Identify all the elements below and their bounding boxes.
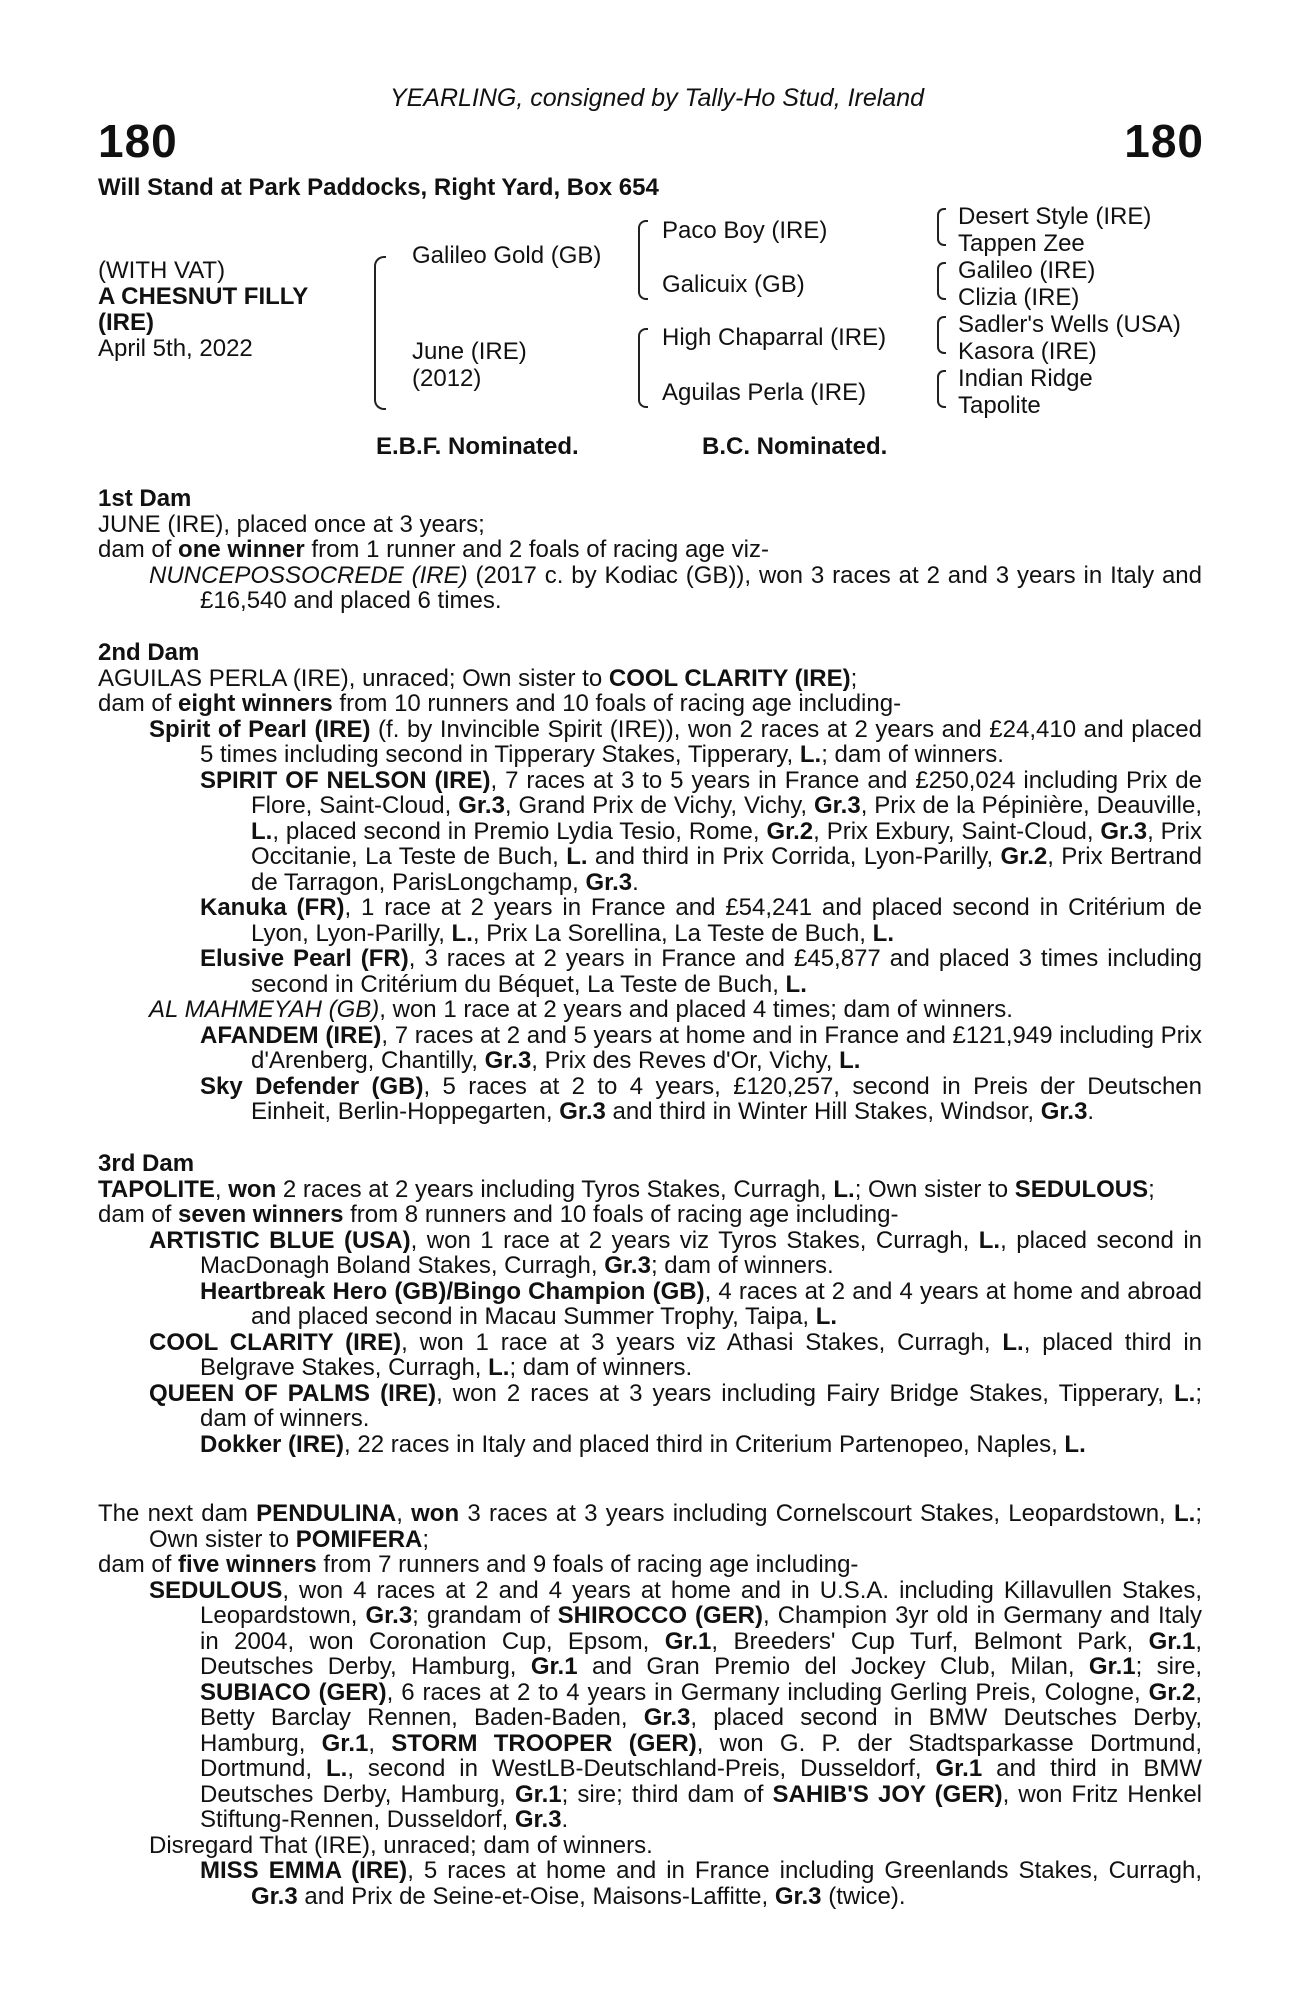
ebf-nomination: E.B.F. Nominated. [376,433,579,460]
third-dam-progeny-5: Dokker (IRE), 22 races in Italy and placed third in Criterium Partenopeo, Naples, L. [200,1430,1086,1458]
next-dam-progeny-1: SEDULOUS, won 4 races at 2 and 4 years at home and in U.S.A. including Killavullen Stakes, Leopardstown, Gr.3; grandam of SHIROCCO (GER), Champion 3yr old in Germany and Italy in 2004, won Coronation Cup, Epsom, Gr.1, Breeders' Cup Turf, Belmont Park, Gr.1, Deutsches Derby, Hamburg, Gr.1 and Gran Premio del Jockey Club, Milan, Gr.1; sire, SUBIACO (GER), 6 races at 2 to 4 years in Germany including Gerling Preis, Cologne, Gr.2, Betty Barclay Rennen, Baden-Baden, Gr.3, placed second in BMW Deutsches Derby, Hamburg, Gr.1, STORM TROOPER (GER), won G. P. der Stadtsparkasse Dortmund, Dortmund, L., second in WestLB-Deutschland-Preis, Dusseldorf, Gr.1 and third in BMW Deutsches Derby, Hamburg, Gr.1; sire; third dam of SAHIB'S JOY (GER), won Fritz Henkel Stiftung-Rennen, Dusseldorf, Gr.3. [149,1576,1203,1833]
horse-name-line1: A CHESNUT FILLY [98,283,309,310]
horse-name-line2: (IRE) [98,309,154,336]
first-dam-section [98,486,1202,614]
first-dam-progeny-1: NUNCEPOSSOCREDE (IRE) (2017 c. by Kodiac (GB)), won 3 races at 2 and 3 years in Italy and £16,540 and placed 6 times. [149,561,1203,614]
gg-brace-1 [937,208,946,246]
gg-8: Tapolite [958,392,1041,419]
first-dam-line2: dam of one winner from 1 runner and 2 foals of racing age viz- [98,536,769,563]
second-dam-progeny-5: AL MAHMEYAH (GB), won 1 race at 2 years and placed 4 times; dam of winners. [149,996,1013,1023]
gg-brace-2 [937,262,946,300]
vat-note: (WITH VAT) [98,257,226,284]
first-dam-line1: JUNE (IRE), placed once at 3 years; [98,510,485,538]
second-dam-progeny-2: SPIRIT OF NELSON (IRE), 7 races at 3 to 5 years in France and £250,024 including Prix de Flore, Saint-Cloud, Gr.3, Grand Prix de Vichy, Vichy, Gr.3, Prix de la Pépinière, Deauville, L., placed second in Premio Lydia Tesio, Rome, Gr.2, Prix Exbury, Saint-Cloud, Gr.3, Prix Occitanie, La Teste de Buch, L. and third in Prix Corrida, Lyon-Parilly, Gr.2, Prix Bertrand de Tarragon, ParisLongchamp, Gr.3. [200,766,1203,896]
second-dam-progeny-3: Kanuka (FR), 1 race at 2 years in France and £54,241 and placed second in Critérium de Lyon, Lyon-Parilly, L., Prix La Sorellina, La Teste de Buch, L. [200,894,1203,947]
horse-dob: April 5th, 2022 [98,335,253,362]
third-dam-line1: TAPOLITE, won 2 races at 2 years including Tyros Stakes, Curragh, L.; Own sister to SEDULOUS; [98,1175,1155,1203]
dam-name: June (IRE) [412,338,527,365]
third-dam-section [98,1151,1202,1457]
second-dam-heading: 2nd Dam [98,639,200,666]
second-dam-section [98,640,1202,1125]
gg-brace-3 [937,316,946,354]
sire-line-brace [638,220,648,300]
third-dam-progeny-2: Heartbreak Hero (GB)/Bingo Champion (GB), 4 races at 2 and 4 years at home and abroad and placed second in Macau Summer Trophy, Taipa, L. [200,1277,1202,1330]
sire-sire-name: Paco Boy (IRE) [662,217,828,244]
sire-dam-brace [374,256,386,410]
gg-7: Indian Ridge [958,365,1093,392]
first-dam-heading: 1st Dam [98,485,192,512]
dam-year: (2012) [412,365,482,392]
gg-brace-4 [937,370,946,408]
gg-3: Galileo (IRE) [958,257,1096,284]
sire-name: Galileo Gold (GB) [412,242,602,269]
dam-dam-name: Aguilas Perla (IRE) [662,379,867,406]
third-dam-line2: dam of seven winners from 8 runners and 10 foals of racing age including- [98,1201,899,1228]
third-dam-heading: 3rd Dam [98,1150,195,1177]
next-dam-progeny-3: MISS EMMA (IRE), 5 races at home and in France including Greenlands Stakes, Curragh, Gr.3 and Prix de Seine-et-Oise, Maisons-Laffitte, Gr.3 (twice). [200,1857,1203,1910]
bc-nomination: B.C. Nominated. [702,433,888,460]
second-dam-progeny-6: AFANDEM (IRE), 7 races at 2 and 5 years at home and in France and £121,949 including Prix d'Arenberg, Chantilly, Gr.3, Prix des Reves d'Or, Vichy, L. [200,1021,1203,1074]
third-dam-progeny-1: ARTISTIC BLUE (USA), won 1 race at 2 years viz Tyros Stakes, Curragh, L., placed second in MacDonagh Boland Stakes, Curragh, Gr.3; dam of winners. [149,1226,1202,1279]
dam-sire-name: High Chaparral (IRE) [662,324,887,351]
stand-location: Will Stand at Park Paddocks, Right Yard, Box 654 [98,174,659,201]
next-dam-progeny-2: Disregard That (IRE), unraced; dam of winners. [149,1831,653,1859]
second-dam-progeny-7: Sky Defender (GB), 5 races at 2 to 4 years, £120,257, second in Preis der Deutschen Einheit, Berlin-Hoppegarten, Gr.3 and third in Winter Hill Stakes, Windsor, Gr.3. [200,1072,1202,1125]
gg-4: Clizia (IRE) [958,284,1080,311]
sire-dam-name: Galicuix (GB) [662,271,805,298]
lot-number-left: 180 [98,115,178,167]
lot-number-right: 180 [1124,115,1204,167]
gg-1: Desert Style (IRE) [958,203,1152,230]
gg-5: Sadler's Wells (USA) [958,311,1181,338]
gg-6: Kasora (IRE) [958,338,1097,365]
second-dam-progeny-1: Spirit of Pearl (IRE) (f. by Invincible Spirit (IRE)), won 2 races at 2 years and £24,410 and placed 5 times including second in Tipperary Stakes, Tipperary, L.; dam of winners. [149,715,1202,768]
third-dam-progeny-4: QUEEN OF PALMS (IRE), won 2 races at 3 years including Fairy Bridge Stakes, Tipperary, L.; dam of winners. [149,1379,1202,1432]
next-dam-line1: The next dam PENDULINA, won 3 races at 3 years including Cornelscourt Stakes, Leopardstown, L.; Own sister to POMIFERA; [98,1500,1202,1553]
second-dam-line2: dam of eight winners from 10 runners and 10 foals of racing age including- [98,690,902,717]
third-dam-progeny-3: COOL CLARITY (IRE), won 1 race at 3 years viz Athasi Stakes, Curragh, L., placed third in Belgrave Stakes, Curragh, L.; dam of winners. [149,1328,1203,1381]
second-dam-line1: AGUILAS PERLA (IRE), unraced; Own sister to COOL CLARITY (IRE); [98,664,858,692]
next-dam-section [98,1501,1202,1909]
consignment-line: YEARLING, consigned by Tally-Ho Stud, Ireland [389,84,925,112]
second-dam-progeny-4: Elusive Pearl (FR), 3 races at 2 years in France and £45,877 and placed 3 times including second in Critérium du Béquet, La Teste de Buch, L. [200,945,1203,998]
next-dam-line2: dam of five winners from 7 runners and 9 foals of racing age including- [98,1551,859,1578]
gg-2: Tappen Zee [958,230,1085,257]
dam-line-brace [638,328,648,408]
